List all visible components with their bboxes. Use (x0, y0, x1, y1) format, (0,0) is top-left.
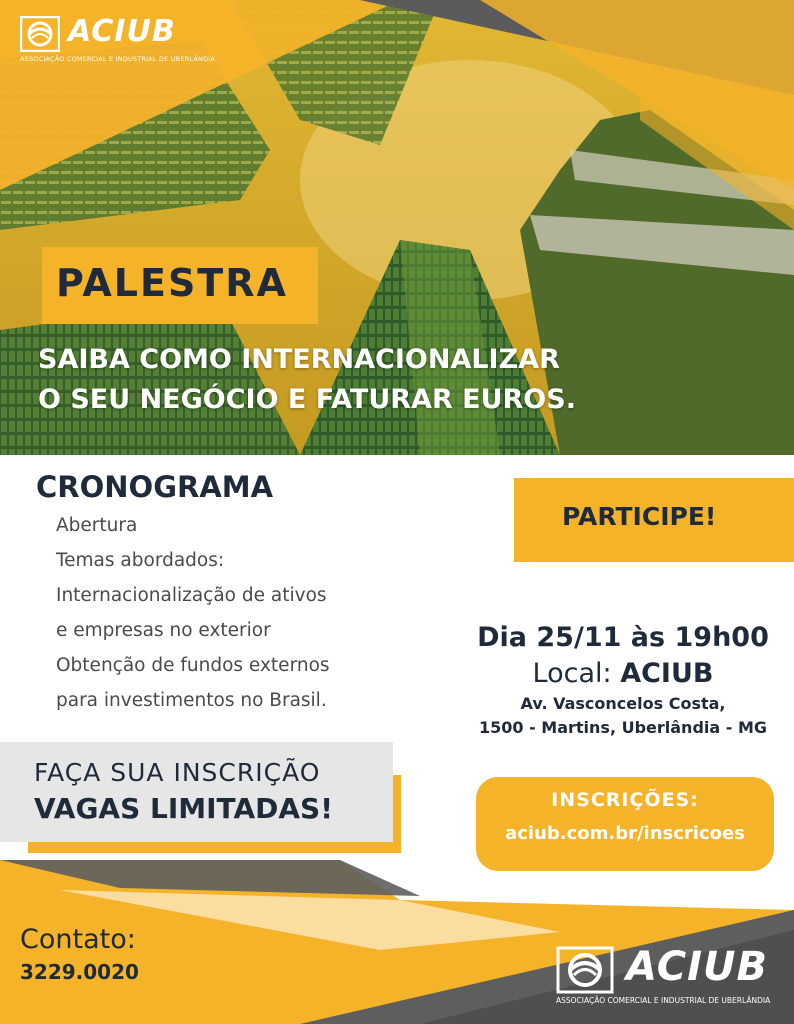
aciub-logo-bottom (556, 942, 776, 1008)
event-date: Dia 25/11 às 19h00 (477, 622, 769, 653)
brand-name-bottom: ACIUB (626, 944, 768, 990)
event-info (452, 620, 794, 740)
schedule-title: CRONOGRAMA (36, 470, 274, 504)
schedule-item: Abertura (56, 515, 138, 536)
schedule-item: Obtenção de fundos externos (56, 655, 330, 676)
headline-line-1: SAIBA COMO INTERNACIONALIZAR (38, 344, 560, 375)
signup-title: INSCRIÇÕES: (551, 789, 699, 811)
signup-pill[interactable] (476, 777, 774, 871)
participe-banner (514, 478, 794, 562)
brand-name: ACIUB (68, 14, 176, 49)
schedule-item: Internacionalização de ativos (56, 585, 327, 606)
registration-box (0, 742, 393, 842)
aciub-logo-icon (556, 946, 614, 994)
local-name: ACIUB (620, 658, 714, 689)
hero-banner (0, 0, 794, 455)
brand-subtitle: ASSOCIAÇÃO COMERCIAL E INDUSTRIAL DE UBERLÂNDIA (20, 55, 216, 63)
registration-line-2: VAGAS LIMITADAS! (34, 792, 333, 825)
event-local (452, 656, 794, 692)
local-label: Local: (532, 658, 612, 689)
schedule-item: e empresas no exterior (56, 620, 271, 641)
hero-headline (38, 340, 576, 420)
schedule-list (56, 508, 386, 718)
schedule-item: Temas abordados: (56, 550, 225, 571)
palestra-label: PALESTRA (56, 261, 288, 305)
signup-url-link[interactable]: aciub.com.br/inscricoes (505, 823, 745, 844)
event-address-line-2: 1500 - Martins, Uberlândia - MG (478, 718, 768, 737)
palestra-tag (42, 247, 318, 324)
headline-line-2: O SEU NEGÓCIO E FATURAR EUROS. (38, 384, 576, 415)
event-address-line-1: Av. Vasconcelos Costa, (520, 694, 726, 713)
participe-label: PARTICIPE! (562, 502, 717, 531)
registration-line-1: FAÇA SUA INSCRIÇÃO (34, 758, 321, 787)
contact-label: Contato: (20, 924, 136, 955)
aciub-logo-icon (20, 16, 60, 52)
schedule-item: para investimentos no Brasil. (56, 690, 327, 711)
aciub-logo-top (20, 14, 216, 64)
contact-phone: 3229.0020 (20, 960, 139, 984)
brand-subtitle-bottom: ASSOCIAÇÃO COMERCIAL E INDUSTRIAL DE UBERLÂNDIA (556, 996, 771, 1005)
